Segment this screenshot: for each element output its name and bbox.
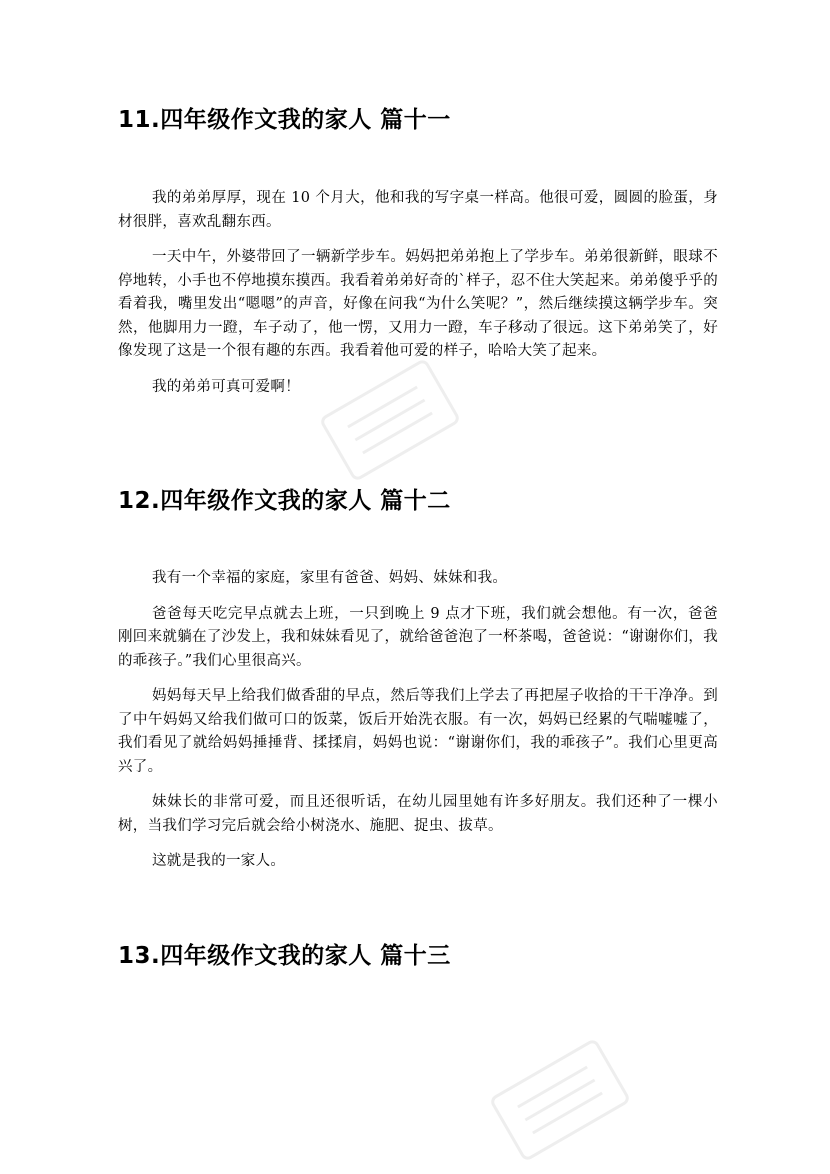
paragraph: 爸爸每天吃完早点就去上班，一只到晚上 9 点才下班，我们就会想他。有一次，爸爸刚回来就躺在了沙发上，我和妹妹看见了，就给爸爸泡了一杯茶喝，爸爸说：“谢谢你们，我的乖孩子。”我们心里很高兴。 [118, 605, 718, 669]
paragraph: 妈妈每天早上给我们做香甜的早点，然后等我们上学去了再把屋子收拾的干干净净。到了中午妈妈又给我们做可口的饭菜，饭后开始洗衣服。有一次，妈妈已经累的气喘嘘嘘了，我们看见了就给妈妈捶捶背、揉揉肩，妈妈也说：“谢谢你们，我的乖孩子”。我们心里更高兴了。 [118, 688, 718, 775]
paragraph: 我的弟弟可真可爱啊！ [152, 378, 300, 395]
paragraph: 一天中午，外婆带回了一辆新学步车。妈妈把弟弟抱上了学步车。弟弟很新鲜，眼球不停地转，小手也不停地摸东摸西。我看着弟弟好奇的`样子，忍不住大笑起来。弟弟傻乎乎的看着我，嘴里发出“嗯嗯”的声音，好像在问我“为什么笑呢？”，然后继续摸这辆学步车。突然，他脚用力一蹬，车子动了，他一愣，又用力一蹬，车子移动了很远。这下弟弟笑了，好像发现了这是一个很有趣的东西。我看着他可爱的样子，哈哈大笑了起来。 [118, 249, 718, 359]
paragraph: 这就是我的一家人。 [152, 853, 286, 869]
section-title-13: 13.四年级作文我的家人 篇十三 [118, 943, 451, 969]
paragraph: 我的弟弟厚厚，现在 10 个月大，他和我的写字桌一样高。他很可爱，圆圆的脸蛋，身材很胖，喜欢乱翻东西。 [118, 190, 718, 230]
section-body-11 [118, 187, 718, 411]
section-title-12: 12.四年级作文我的家人 篇十二 [118, 488, 451, 514]
paragraph: 妹妹长的非常可爱，而且还很听话，在幼儿园里她有许多好朋友。我们还种了一棵小树，当我们学习完后就会给小树浇水、施肥、捉虫、拔草。 [118, 794, 718, 834]
section-body-12 [118, 567, 718, 886]
section-title-11: 11.四年级作文我的家人 篇十一 [118, 107, 451, 133]
paragraph: 我有一个幸福的家庭，家里有爸爸、妈妈、妹妹和我。 [152, 570, 508, 586]
